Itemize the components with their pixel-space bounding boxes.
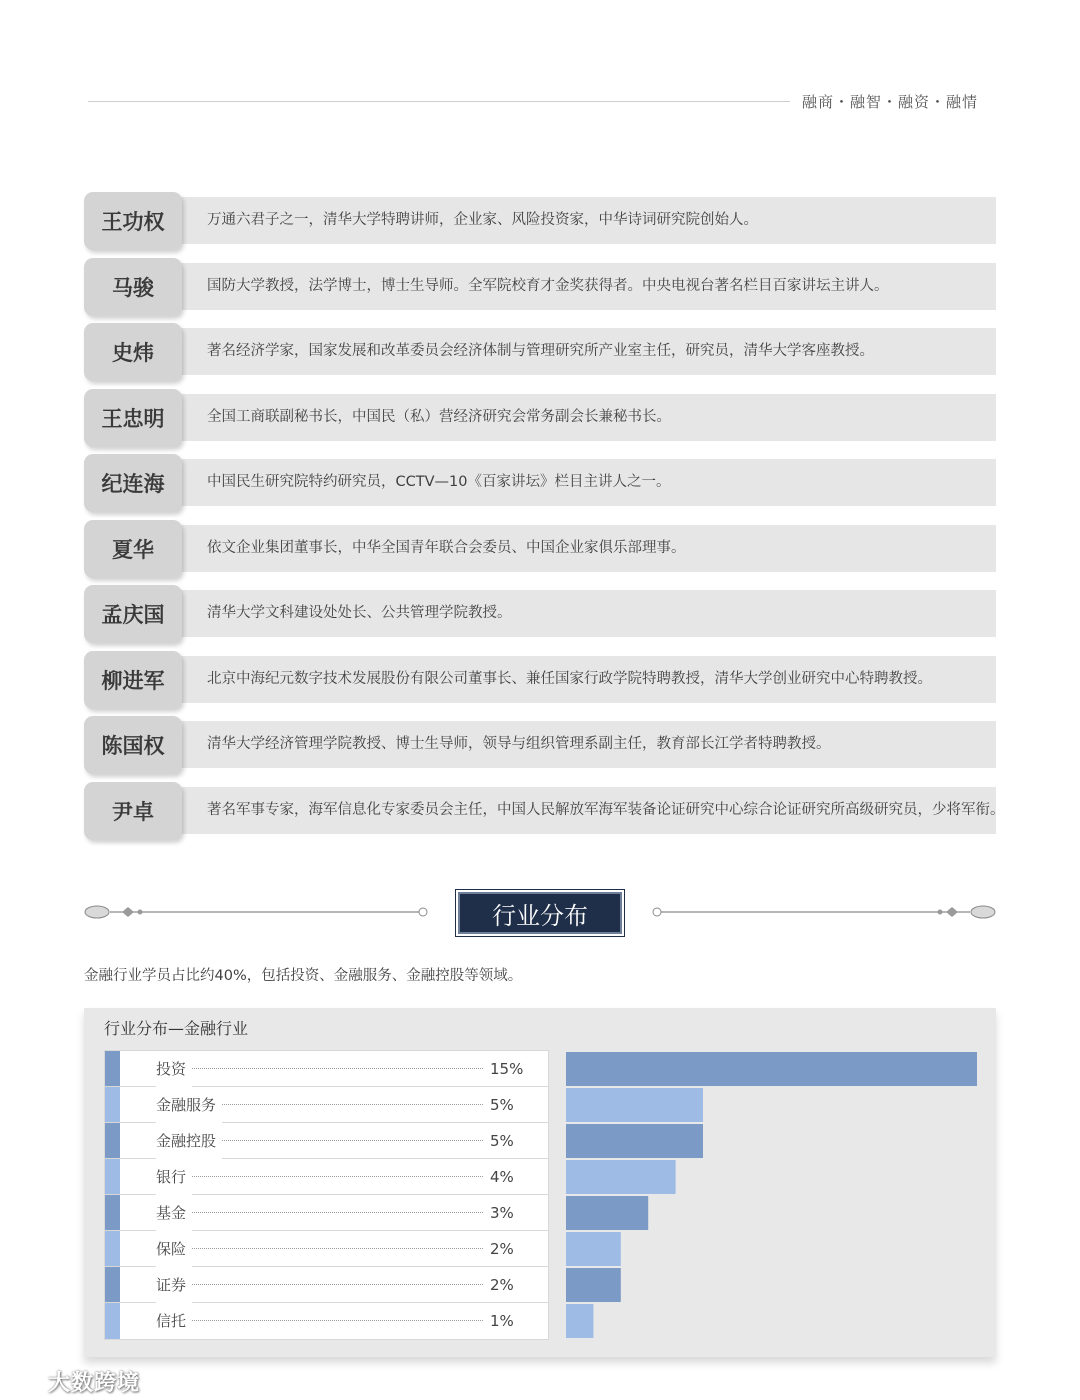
- section-summary: 金融行业学员占比约40%，包括投资、金融服务、金融控股等领域。: [84, 968, 523, 984]
- bar-银行: [566, 1160, 676, 1194]
- category-label: 金融服务: [156, 1087, 222, 1123]
- value-label: 3%: [490, 1204, 514, 1222]
- legend-swatch: [105, 1159, 120, 1194]
- legend-row: [105, 1159, 548, 1195]
- faculty-name: 孟庆国: [84, 585, 182, 643]
- faculty-name: 马骏: [84, 258, 182, 316]
- header-divider: [88, 101, 790, 102]
- faculty-name: 陈国权: [84, 716, 182, 774]
- faculty-name: 柳进军: [84, 651, 182, 709]
- faculty-description: 清华大学经济管理学院教授、博士生导师，领导与组织管理系副主任，教育部长江学者特聘教授。: [207, 736, 831, 752]
- faculty-row: [84, 192, 1004, 250]
- bar-保险: [566, 1232, 621, 1266]
- category-label: 银行: [156, 1159, 192, 1195]
- chart-legend-table: [104, 1050, 549, 1340]
- faculty-description: 著名军事专家，海军信息化专家委员会主任，中国人民解放军海军装备论证研究中心综合论证研究所高级研究员，少将军衔。: [207, 801, 1005, 818]
- faculty-row: [84, 454, 1004, 512]
- watermark-logo-icon: [10, 1370, 46, 1390]
- faculty-name: 王功权: [84, 192, 182, 250]
- faculty-description: 清华大学文科建设处处长、公共管理学院教授。: [207, 605, 512, 621]
- legend-row: [105, 1087, 548, 1123]
- leader-dots: [156, 1248, 483, 1249]
- faculty-row: [84, 389, 1004, 447]
- leader-dots: [156, 1284, 483, 1285]
- faculty-description: 中国民生研究院特约研究员，CCTV—10《百家讲坛》栏目主讲人之一。: [207, 474, 671, 490]
- bar-信托: [566, 1304, 593, 1338]
- legend-swatch: [105, 1123, 120, 1158]
- faculty-description: 北京中海纪元数字技术发展股份有限公司董事长、兼任国家行政学院特聘教授，清华大学创业研究中心特聘教授。: [207, 670, 932, 687]
- value-label: 2%: [490, 1276, 514, 1294]
- faculty-description: 著名经济学家，国家发展和改革委员会经济体制与管理研究所产业室主任，研究员，清华大学客座教授。: [207, 343, 874, 359]
- bar-证券: [566, 1268, 621, 1302]
- value-label: 5%: [490, 1096, 514, 1114]
- legend-row: [105, 1231, 548, 1267]
- bar-金融控股: [566, 1124, 703, 1158]
- chart-bars: [566, 1051, 978, 1341]
- faculty-row: [84, 520, 1004, 578]
- faculty-description: 依文企业集团董事长，中华全国青年联合会委员、中国企业家俱乐部理事。: [207, 539, 686, 556]
- leader-dots: [156, 1320, 483, 1321]
- legend-swatch: [105, 1267, 120, 1302]
- faculty-name: 尹卓: [84, 782, 182, 840]
- value-label: 15%: [490, 1060, 524, 1078]
- faculty-description: 国防大学教授，法学博士，博士生导师。全军院校育才金奖获得者。中央电视台著名栏目百家讲坛主讲人。: [207, 277, 889, 294]
- faculty-description: 万通六君子之一，清华大学特聘讲师，企业家、风险投资家，中华诗词研究院创始人。: [207, 212, 758, 228]
- bar-金融服务: [566, 1088, 703, 1122]
- watermark-text: 大数跨境: [48, 1371, 141, 1396]
- leader-dots: [156, 1212, 483, 1213]
- category-label: 基金: [156, 1195, 192, 1231]
- category-label: 投资: [156, 1051, 192, 1087]
- category-label: 证券: [156, 1267, 192, 1303]
- legend-swatch: [105, 1231, 120, 1266]
- value-label: 5%: [490, 1132, 514, 1150]
- faculty-row: [84, 258, 1004, 316]
- faculty-row: [84, 716, 1004, 774]
- legend-row: [105, 1123, 548, 1159]
- faculty-row: [84, 585, 1004, 643]
- legend-row: [105, 1195, 548, 1231]
- legend-swatch: [105, 1303, 120, 1339]
- header-slogan: 融商・融智・融资・融情: [802, 93, 979, 111]
- faculty-name: 纪连海: [84, 454, 182, 512]
- bar-基金: [566, 1196, 648, 1230]
- legend-row: [105, 1303, 548, 1339]
- faculty-row: [84, 782, 1004, 840]
- legend-row: [105, 1267, 548, 1303]
- industry-chart-panel: [84, 1008, 996, 1357]
- chart-title: 行业分布—金融行业: [104, 1019, 249, 1038]
- category-label: 信托: [156, 1303, 192, 1339]
- legend-swatch: [105, 1087, 120, 1122]
- faculty-name: 史炜: [84, 323, 182, 381]
- leader-dots: [156, 1068, 483, 1069]
- faculty-row: [84, 651, 1004, 709]
- legend-row: [105, 1051, 548, 1087]
- leader-dots: [156, 1176, 483, 1177]
- bar-投资: [566, 1052, 977, 1086]
- value-label: 2%: [490, 1240, 514, 1258]
- value-label: 4%: [490, 1168, 514, 1186]
- category-label: 保险: [156, 1231, 192, 1267]
- legend-swatch: [105, 1051, 120, 1086]
- faculty-row: [84, 323, 1004, 381]
- section-title: 行业分布: [458, 892, 622, 934]
- faculty-list: [84, 192, 1004, 847]
- faculty-description: 全国工商联副秘书长，中国民（私）营经济研究会常务副会长兼秘书长。: [207, 408, 671, 425]
- category-label: 金融控股: [156, 1123, 222, 1159]
- value-label: 1%: [490, 1312, 514, 1330]
- faculty-name: 夏华: [84, 520, 182, 578]
- legend-swatch: [105, 1195, 120, 1230]
- faculty-name: 王忠明: [84, 389, 182, 447]
